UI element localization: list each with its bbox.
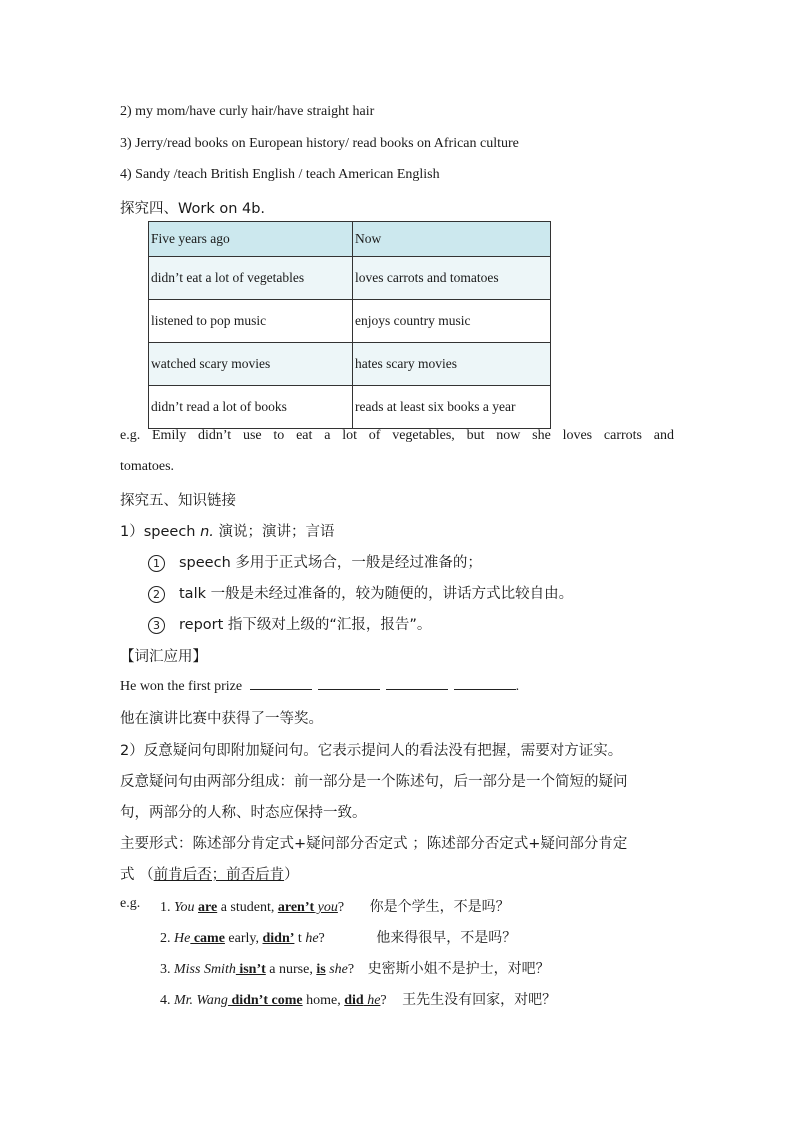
paren-open: 式 （ (120, 867, 154, 883)
table-header-cell: Five years ago (149, 222, 353, 257)
table-row (149, 386, 551, 429)
answer-blank[interactable] (454, 677, 516, 690)
section-explore-4-title: 探究四、Work on 4b. (120, 201, 266, 217)
table-cell: didn’t read a lot of books (149, 386, 353, 429)
tag-question-paragraph-3: 句，两部分的人称、时态应保持一致。 (120, 805, 367, 821)
list-item-text: report 指下级对上级的“汇报，报告”。 (179, 617, 432, 633)
example-number: 1. (160, 900, 171, 915)
answer-blank[interactable] (318, 677, 380, 690)
speech-meaning: 演说；演讲；言语 (213, 524, 335, 540)
example-subject: He (174, 931, 191, 946)
example-end: ? (380, 993, 387, 1008)
fill-blank-suffix: . (515, 679, 520, 694)
table-row (149, 257, 551, 300)
example-tag-subject: you (314, 900, 338, 915)
example-end: ? (337, 900, 345, 915)
list-item (148, 551, 482, 572)
example-tag: did (344, 993, 364, 1008)
list-item-text: talk 一般是未经过准备的，较为随便的，讲话方式比较自由。 (179, 586, 574, 602)
tag-example-2 (160, 927, 516, 947)
fill-blank-sentence (120, 677, 519, 695)
speech-definition (120, 520, 335, 541)
example-translation: 你是个学生，不是吗？ (369, 899, 510, 915)
example-verb: isn’t (235, 962, 266, 977)
table-header-row (149, 222, 551, 257)
example-middle: early, (224, 931, 263, 946)
example-middle: home, (302, 993, 345, 1008)
table-cell: loves carrots and tomatoes (353, 257, 551, 300)
example-number: 2. (160, 931, 171, 946)
example-end: ? (318, 931, 325, 946)
example-middle: a nurse, (265, 962, 317, 977)
list-item (148, 582, 573, 603)
example-line-1: e.g. Emily didn’t use to eat a lot of vegetables, but now she loves carrots and (120, 428, 674, 443)
paren-close: ） (284, 867, 299, 883)
tag-question-paragraph-5 (120, 863, 299, 884)
rule-summary: 前肯后否；前否后肯 (153, 867, 285, 883)
tag-example-3 (160, 958, 550, 978)
example-tag-subject: she (325, 962, 348, 977)
fill-blank-translation: 他在演讲比赛中获得了一等奖。 (120, 711, 323, 727)
answer-blank[interactable] (250, 677, 312, 690)
tag-example-1 (160, 896, 510, 916)
example-verb: are (198, 900, 218, 915)
exercise-line-2: 2) my mom/have curly hair/have straight hair (120, 104, 375, 119)
circled-number-icon: 3 (148, 617, 165, 634)
section-explore-5-title: 探究五、知识链接 (120, 493, 236, 509)
tag-example-4 (160, 989, 556, 1009)
example-number: 3. (160, 962, 171, 977)
example-tag-t: t (294, 931, 306, 946)
circled-number-icon: 1 (148, 555, 165, 572)
example-verb: came (190, 931, 225, 946)
list-item-text: speech 多用于正式场合，一般是经过准备的； (179, 555, 482, 571)
example-end: ? (347, 962, 355, 977)
example-line-2: tomatoes. (120, 459, 175, 474)
table-cell: watched scary movies (149, 343, 353, 386)
example-middle: a student, (217, 900, 278, 915)
example-label: e.g. (120, 896, 141, 911)
vocab-application-title: 【词汇应用】 (120, 649, 207, 665)
circled-number-icon: 2 (148, 586, 165, 603)
fill-blank-prefix: He won the first prize (120, 679, 243, 694)
example-subject: Miss Smith (174, 962, 236, 977)
example-translation: 史密斯小姐不是护士，对吧？ (367, 961, 550, 977)
example-tag: aren’t (277, 900, 315, 915)
example-translation: 王先生没有回家，对吧？ (402, 992, 557, 1008)
tag-question-paragraph-2: 反意疑问句由两部分组成：前一部分是一个陈述句，后一部分是一个简短的疑问 (120, 774, 628, 790)
table-row (149, 343, 551, 386)
example-subject: Mr. Wang (174, 993, 228, 1008)
example-number: 4. (160, 993, 171, 1008)
example-verb: didn’t come (227, 993, 303, 1008)
table-row (149, 300, 551, 343)
table-cell: didn’t eat a lot of vegetables (149, 257, 353, 300)
list-item (148, 613, 431, 634)
answer-blank[interactable] (386, 677, 448, 690)
speech-term: 1）speech (120, 524, 201, 540)
part-of-speech: n. (200, 524, 214, 540)
example-tag: is (316, 962, 326, 977)
exercise-line-4: 4) Sandy /teach British English / teach American English (120, 167, 440, 182)
table-cell: listened to pop music (149, 300, 353, 343)
example-translation: 他来得很早，不是吗？ (376, 930, 517, 946)
table-cell: hates scary movies (353, 343, 551, 386)
exercise-line-3: 3) Jerry/read books on European history/ read books on African culture (120, 136, 519, 151)
example-subject: You (174, 900, 195, 915)
work-4b-table (148, 221, 551, 429)
example-tag-subject: he (305, 931, 319, 946)
table-cell: enjoys country music (353, 300, 551, 343)
tag-question-paragraph-1: 2）反意疑问句即附加疑问句。它表示提问人的看法没有把握，需要对方证实。 (120, 743, 623, 759)
table-cell: reads at least six books a year (353, 386, 551, 429)
tag-question-paragraph-4: 主要形式：陈述部分肯定式+疑问部分否定式 ；陈述部分否定式+疑问部分肯定 (120, 836, 628, 852)
example-tag: didn’ (262, 931, 295, 946)
table-header-cell: Now (353, 222, 551, 257)
example-tag-subject: he (363, 993, 381, 1008)
